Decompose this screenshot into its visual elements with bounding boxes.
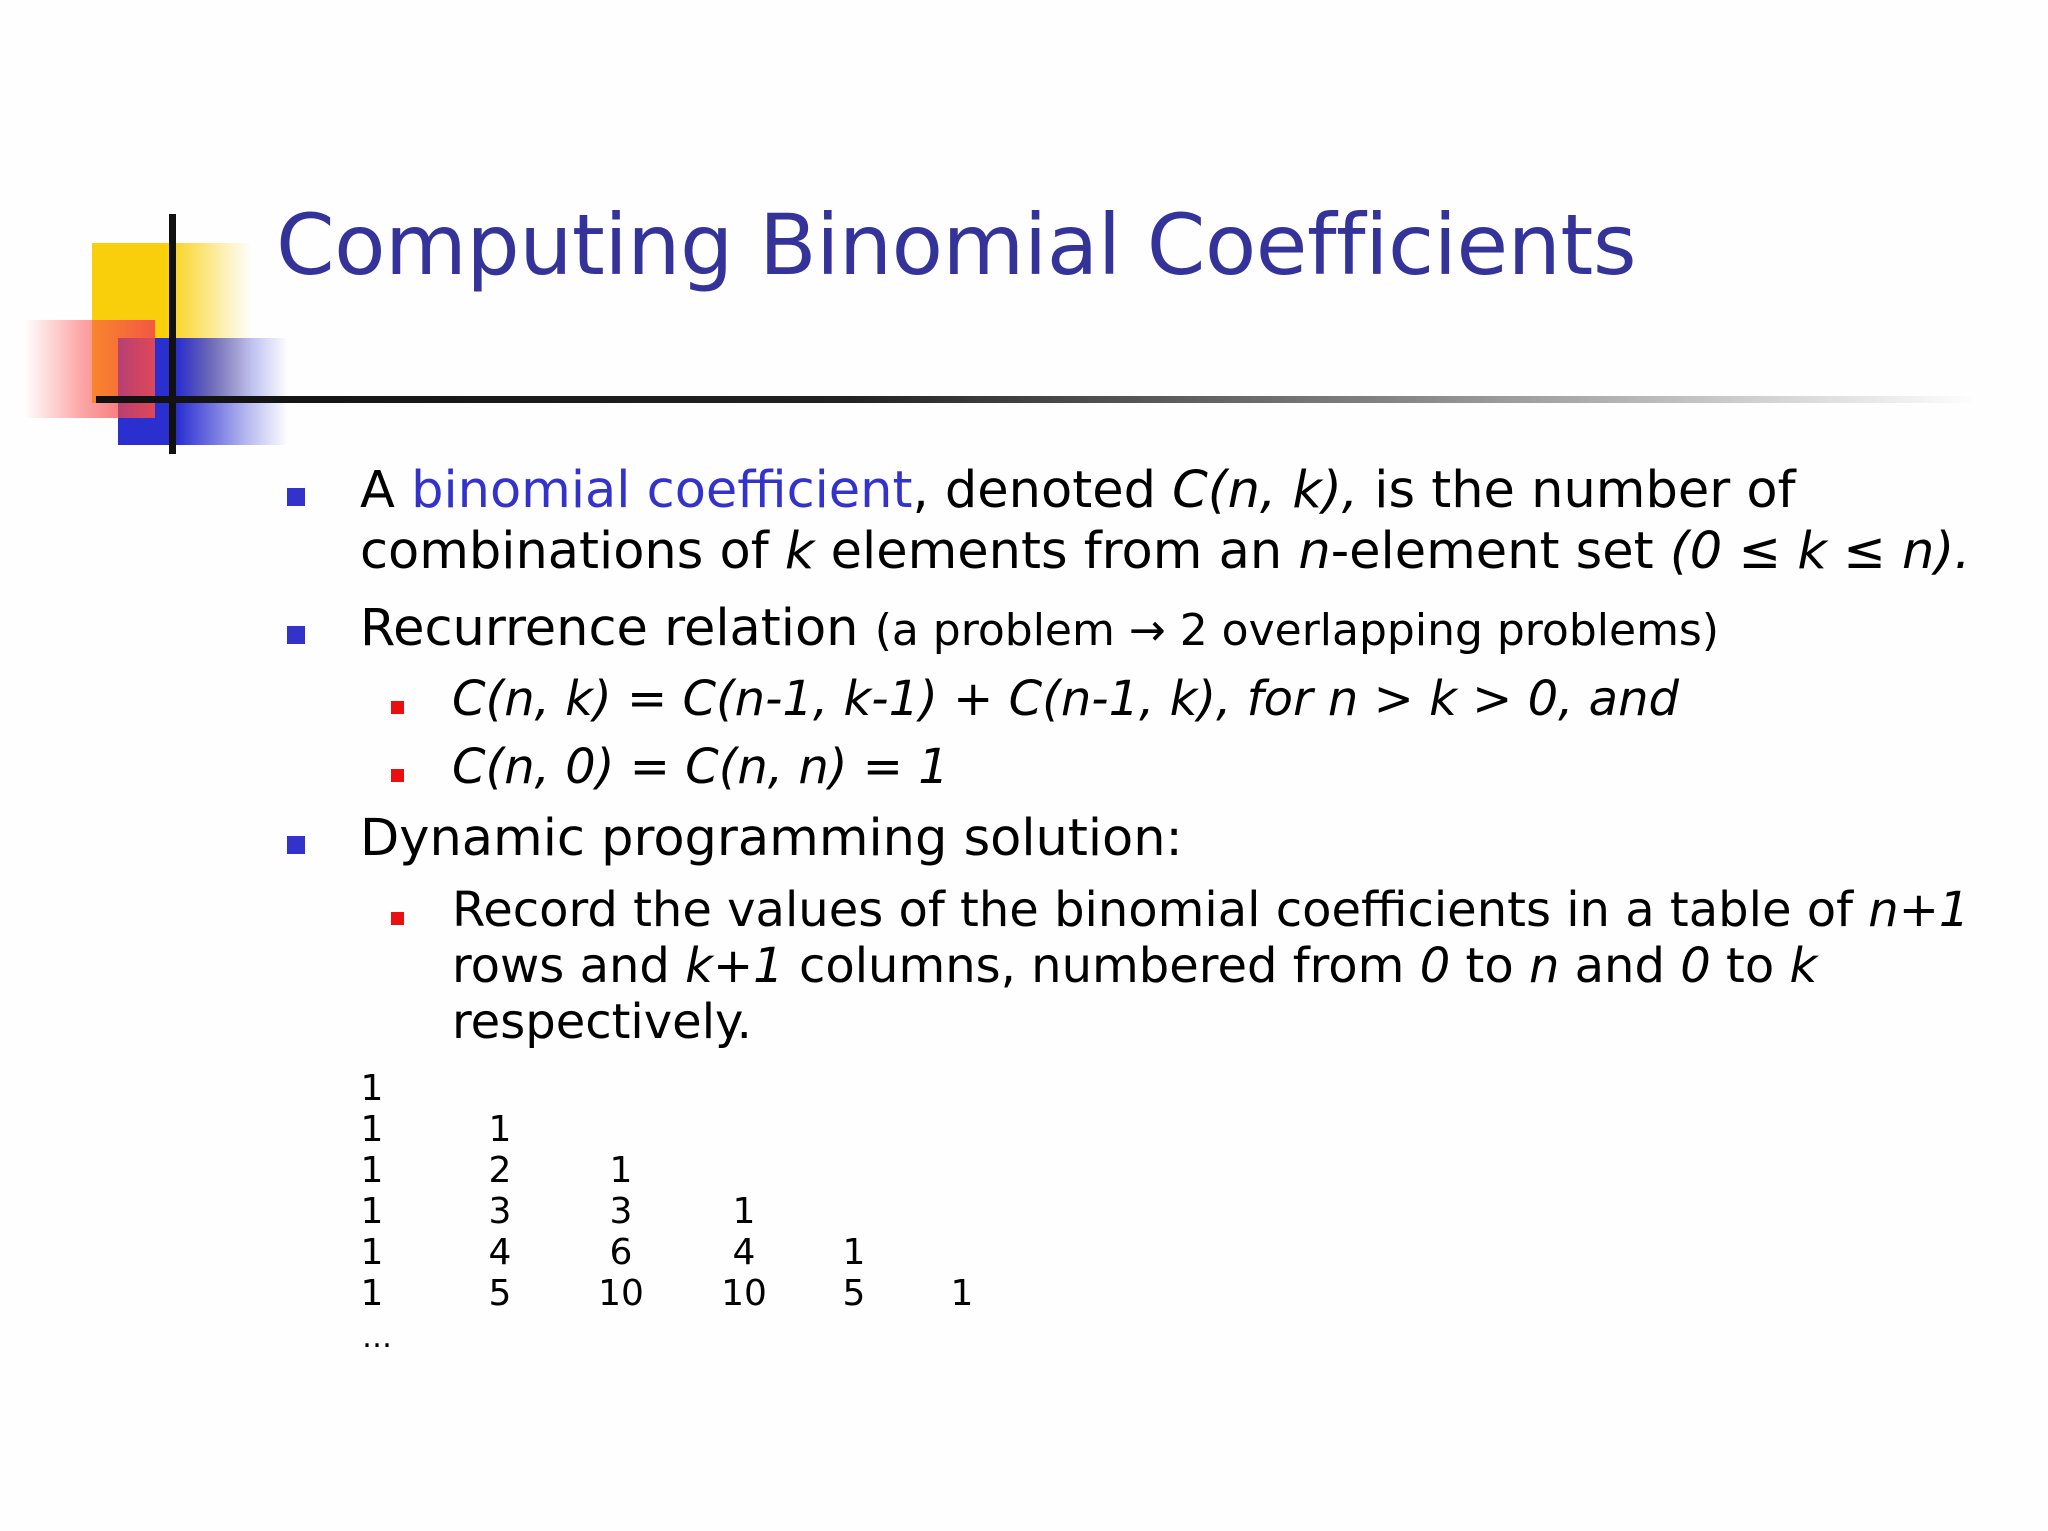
base-case-formula: C(n, 0) = C(n, n) = 1 [452, 739, 949, 795]
logo-red-square [25, 320, 155, 418]
pascal-cell: 4 [732, 1232, 756, 1273]
pascal-cell: 4 [488, 1232, 512, 1273]
pascal-row [362, 1191, 1062, 1232]
bullet-1-line-2: combinations of k elements from an n-element set (0 ≤ k ≤ n). [360, 522, 1971, 581]
bullet-square-icon [287, 836, 305, 854]
title-underline [96, 396, 1976, 403]
pascal-cell: 5 [842, 1273, 866, 1314]
bullet-2-line: Recurrence relation (a problem → 2 overlapping problems) [360, 599, 1720, 658]
dp-sub-bullet-line-2: rows and k+1 columns, numbered from 0 to n and 0 to k [452, 938, 1818, 994]
sub-bullet-square-icon [391, 912, 404, 925]
sub-bullet-square-icon [391, 769, 404, 782]
bullet-3-line: Dynamic programming solution: [360, 809, 1183, 868]
recurrence-formula: C(n, k) = C(n-1, k-1) + C(n-1, k), for n > k > 0, and [452, 671, 1679, 727]
pascal-row [362, 1232, 1062, 1273]
pascal-cell: 1 [488, 1109, 512, 1150]
pascal-row [362, 1068, 1062, 1109]
pascal-cell: 10 [598, 1273, 644, 1314]
pascal-cell: 6 [609, 1232, 633, 1273]
pascal-cell: 3 [488, 1191, 512, 1232]
pascal-cell: 1 [360, 1232, 384, 1273]
bullet-square-icon [287, 488, 305, 506]
bullet-1-line-1: A binomial coefficient, denoted C(n, k), is the number of [360, 461, 1796, 520]
pascal-cell: 1 [609, 1150, 633, 1191]
pascal-row [362, 1273, 1062, 1314]
pascal-cell: 1 [360, 1150, 384, 1191]
sub-bullet-square-icon [391, 701, 404, 714]
pascal-cell: 1 [360, 1068, 384, 1109]
pascal-cell: 2 [488, 1150, 512, 1191]
dp-sub-bullet-line-1: Record the values of the binomial coefficients in a table of n+1 [452, 882, 1970, 938]
pascal-triangle [362, 1068, 1062, 1314]
pascal-cell: 1 [360, 1109, 384, 1150]
pascal-cell: 3 [609, 1191, 633, 1232]
pascal-cell: 1 [360, 1273, 384, 1314]
bullet-square-icon [287, 626, 305, 644]
dp-sub-bullet-line-3: respectively. [452, 994, 752, 1050]
pascal-cell: 1 [950, 1273, 974, 1314]
pascal-cell: 5 [488, 1273, 512, 1314]
pascal-cell: 10 [721, 1273, 767, 1314]
pascal-row [362, 1150, 1062, 1191]
binomial-coefficient-term: binomial coefficient [411, 461, 913, 520]
pascal-cell: 1 [360, 1191, 384, 1232]
pascal-row [362, 1109, 1062, 1150]
logo-vertical-line [169, 214, 176, 454]
pascal-cell: 1 [732, 1191, 756, 1232]
pascal-cell: 1 [842, 1232, 866, 1273]
pascal-ellipsis: … [362, 1320, 392, 1355]
slide-title: Computing Binomial Coefficients [276, 196, 1637, 294]
